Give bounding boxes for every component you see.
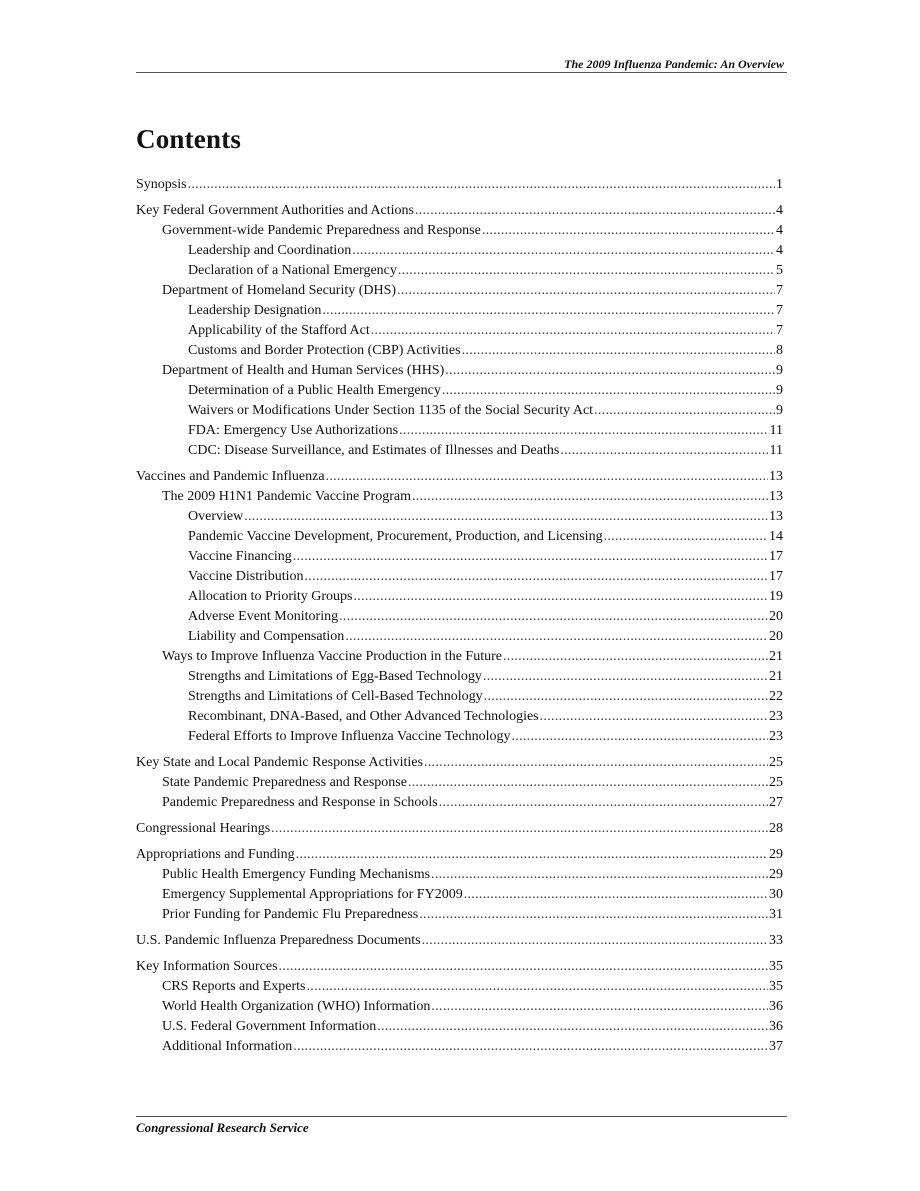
toc-entry-label: Overview bbox=[188, 509, 244, 524]
toc-entry[interactable] bbox=[136, 607, 783, 627]
toc-entry-label: Synopsis bbox=[136, 177, 187, 192]
toc-dot-leader bbox=[304, 567, 768, 587]
toc-page-number: 20 bbox=[769, 629, 783, 644]
toc-page-number: 36 bbox=[769, 999, 783, 1014]
running-header-title: The 2009 Influenza Pandemic: An Overview bbox=[564, 57, 784, 71]
toc-entry[interactable] bbox=[136, 845, 783, 865]
toc-entry[interactable] bbox=[136, 707, 783, 727]
toc-entry[interactable] bbox=[136, 931, 783, 951]
toc-page-number: 31 bbox=[769, 907, 783, 922]
toc-entry[interactable] bbox=[136, 547, 783, 567]
toc-page-number: 25 bbox=[769, 755, 783, 770]
toc-entry-label: Waivers or Modifications Under Section 1135 of the Social Security Act bbox=[188, 403, 594, 418]
toc-page-number: 4 bbox=[776, 243, 783, 258]
toc-dot-leader bbox=[604, 527, 768, 547]
toc-entry[interactable] bbox=[136, 441, 783, 461]
toc-entry-label: Congressional Hearings bbox=[136, 821, 271, 836]
toc-page-number: 4 bbox=[776, 223, 783, 238]
toc-entry[interactable] bbox=[136, 241, 783, 261]
toc-dot-leader bbox=[398, 261, 775, 281]
footer-text: Congressional Research Service bbox=[136, 1120, 309, 1135]
toc-page-number: 23 bbox=[769, 729, 783, 744]
toc-entry-label: World Health Organization (WHO) Information bbox=[162, 999, 431, 1014]
toc-entry-label: CRS Reports and Experts bbox=[162, 979, 306, 994]
toc-entry[interactable] bbox=[136, 687, 783, 707]
toc-dot-leader bbox=[322, 301, 775, 321]
toc-dot-leader bbox=[354, 587, 769, 607]
toc-page-number: 7 bbox=[776, 283, 783, 298]
toc-entry[interactable] bbox=[136, 421, 783, 441]
toc-entry-label: Leadership and Coordination bbox=[188, 243, 352, 258]
toc-page-number: 30 bbox=[769, 887, 783, 902]
toc-page-number: 14 bbox=[769, 529, 783, 544]
toc-entry[interactable] bbox=[136, 401, 783, 421]
toc-entry[interactable] bbox=[136, 201, 783, 221]
toc-page-number: 35 bbox=[769, 979, 783, 994]
toc-entry[interactable] bbox=[136, 301, 783, 321]
toc-entry-label: U.S. Pandemic Influenza Preparedness Documents bbox=[136, 933, 421, 948]
toc-dot-leader bbox=[279, 957, 768, 977]
toc-entry-label: U.S. Federal Government Information bbox=[162, 1019, 377, 1034]
toc-page-number: 23 bbox=[769, 709, 783, 724]
toc-entry-label: Ways to Improve Influenza Vaccine Production in the Future bbox=[162, 649, 502, 664]
toc-page-number: 4 bbox=[776, 203, 783, 218]
toc-entry-label: Recombinant, DNA-Based, and Other Advanced Technologies bbox=[188, 709, 539, 724]
toc-dot-leader bbox=[296, 845, 768, 865]
toc-entry[interactable] bbox=[136, 221, 783, 241]
header-rule bbox=[136, 72, 787, 73]
toc-entry[interactable] bbox=[136, 885, 783, 905]
toc-dot-leader bbox=[483, 667, 768, 687]
toc-page-number: 29 bbox=[769, 847, 783, 862]
toc-page-number: 21 bbox=[769, 649, 783, 664]
toc-entry-label: Allocation to Priority Groups bbox=[188, 589, 353, 604]
toc-dot-leader bbox=[399, 421, 768, 441]
toc-entry[interactable] bbox=[136, 567, 783, 587]
toc-dot-leader bbox=[377, 1017, 768, 1037]
toc-dot-leader bbox=[397, 281, 775, 301]
toc-entry-label: Department of Homeland Security (DHS) bbox=[162, 283, 397, 298]
toc-entry-label: Vaccine Financing bbox=[188, 549, 292, 564]
toc-dot-leader bbox=[371, 321, 775, 341]
toc-page-number: 11 bbox=[769, 423, 783, 438]
toc-dot-leader bbox=[293, 1037, 768, 1057]
toc-entry[interactable] bbox=[136, 261, 783, 281]
toc-entry-label: Strengths and Limitations of Cell-Based Technology bbox=[188, 689, 483, 704]
toc-entry[interactable] bbox=[136, 1017, 783, 1037]
toc-entry-label: The 2009 H1N1 Pandemic Vaccine Program bbox=[162, 489, 411, 504]
toc-dot-leader bbox=[326, 467, 768, 487]
toc-dot-leader bbox=[271, 819, 768, 839]
toc-page-number: 9 bbox=[776, 363, 783, 378]
toc-entry-label: Federal Efforts to Improve Influenza Vaccine Technology bbox=[188, 729, 511, 744]
toc-entry-label: CDC: Disease Surveillance, and Estimates of Illnesses and Deaths bbox=[188, 443, 560, 458]
toc-entry[interactable] bbox=[136, 321, 783, 341]
toc-page-number: 37 bbox=[769, 1039, 783, 1054]
toc-page-number: 35 bbox=[769, 959, 783, 974]
toc-entry[interactable] bbox=[136, 773, 783, 793]
toc-dot-leader bbox=[560, 441, 768, 461]
toc-dot-leader bbox=[352, 241, 775, 261]
toc-dot-leader bbox=[244, 507, 768, 527]
toc-entry-label: Vaccines and Pandemic Influenza bbox=[136, 469, 325, 484]
toc-dot-leader bbox=[339, 607, 768, 627]
toc-entry-label: FDA: Emergency Use Authorizations bbox=[188, 423, 399, 438]
toc-entry-label: Leadership Designation bbox=[188, 303, 322, 318]
toc-entry[interactable] bbox=[136, 281, 783, 301]
toc-dot-leader bbox=[540, 707, 768, 727]
toc-dot-leader bbox=[594, 401, 775, 421]
toc-entry[interactable] bbox=[136, 905, 783, 925]
toc-entry[interactable] bbox=[136, 487, 783, 507]
toc-entry-label: Key Federal Government Authorities and Actions bbox=[136, 203, 414, 218]
toc-entry-label: Emergency Supplemental Appropriations for FY2009 bbox=[162, 887, 463, 902]
toc-dot-leader bbox=[445, 361, 775, 381]
toc-entry-label: Additional Information bbox=[162, 1039, 293, 1054]
toc-entry[interactable] bbox=[136, 467, 783, 487]
toc-entry[interactable] bbox=[136, 647, 783, 667]
toc-page-number: 9 bbox=[776, 403, 783, 418]
toc-page-number: 7 bbox=[776, 303, 783, 318]
toc-page-number: 8 bbox=[776, 343, 783, 358]
toc-dot-leader bbox=[482, 221, 775, 241]
toc-page-number: 22 bbox=[769, 689, 783, 704]
toc-entry[interactable] bbox=[136, 175, 783, 195]
toc-page-number: 9 bbox=[776, 383, 783, 398]
toc-dot-leader bbox=[424, 753, 768, 773]
toc-dot-leader bbox=[188, 175, 775, 195]
toc-entry-label: Department of Health and Human Services (HHS) bbox=[162, 363, 445, 378]
toc-dot-leader bbox=[464, 885, 768, 905]
toc-page-number: 13 bbox=[769, 509, 783, 524]
toc-entry-label: Key Information Sources bbox=[136, 959, 278, 974]
toc-page-number: 20 bbox=[769, 609, 783, 624]
toc-entry-label: Vaccine Distribution bbox=[188, 569, 304, 584]
toc-entry[interactable] bbox=[136, 753, 783, 773]
toc-dot-leader bbox=[412, 487, 768, 507]
toc-page-number: 25 bbox=[769, 775, 783, 790]
toc-entry[interactable] bbox=[136, 997, 783, 1017]
toc-dot-leader bbox=[419, 905, 768, 925]
toc-entry[interactable] bbox=[136, 341, 783, 361]
toc-dot-leader bbox=[484, 687, 768, 707]
toc-entry[interactable] bbox=[136, 1037, 783, 1057]
toc-page-number: 17 bbox=[769, 549, 783, 564]
toc-page-number: 11 bbox=[769, 443, 783, 458]
toc-entry[interactable] bbox=[136, 667, 783, 687]
toc-entry-label: Applicability of the Stafford Act bbox=[188, 323, 370, 338]
toc-entry-label: Adverse Event Monitoring bbox=[188, 609, 339, 624]
toc-page-number: 27 bbox=[769, 795, 783, 810]
toc-page-number: 19 bbox=[769, 589, 783, 604]
toc-entry-label: State Pandemic Preparedness and Response bbox=[162, 775, 407, 790]
toc-dot-leader bbox=[431, 865, 768, 885]
toc-page-number: 29 bbox=[769, 867, 783, 882]
footer-rule bbox=[136, 1116, 787, 1117]
toc-dot-leader bbox=[511, 727, 768, 747]
toc-page-number: 5 bbox=[776, 263, 783, 278]
toc-entry-label: Pandemic Vaccine Development, Procurement, Production, and Licensing bbox=[188, 529, 603, 544]
toc-dot-leader bbox=[345, 627, 768, 647]
toc-page-number: 1 bbox=[776, 177, 783, 192]
toc-entry[interactable] bbox=[136, 627, 783, 647]
table-of-contents bbox=[136, 175, 783, 1057]
toc-entry-label: Strengths and Limitations of Egg-Based Technology bbox=[188, 669, 482, 684]
toc-entry[interactable] bbox=[136, 527, 783, 547]
toc-entry[interactable] bbox=[136, 977, 783, 997]
toc-dot-leader bbox=[431, 997, 768, 1017]
toc-page-number: 33 bbox=[769, 933, 783, 948]
toc-entry-label: Appropriations and Funding bbox=[136, 847, 295, 862]
toc-dot-leader bbox=[422, 931, 768, 951]
toc-entry[interactable] bbox=[136, 727, 783, 747]
toc-dot-leader bbox=[503, 647, 768, 667]
toc-entry[interactable] bbox=[136, 957, 783, 977]
toc-entry-label: Pandemic Preparedness and Response in Schools bbox=[162, 795, 438, 810]
toc-page-number: 21 bbox=[769, 669, 783, 684]
toc-entry-label: Prior Funding for Pandemic Flu Preparedness bbox=[162, 907, 419, 922]
toc-page-number: 13 bbox=[769, 489, 783, 504]
toc-entry-label: Determination of a Public Health Emergency bbox=[188, 383, 441, 398]
toc-dot-leader bbox=[307, 977, 769, 997]
toc-dot-leader bbox=[293, 547, 768, 567]
toc-entry-label: Government-wide Pandemic Preparedness and Response bbox=[162, 223, 481, 238]
toc-entry[interactable] bbox=[136, 361, 783, 381]
toc-page-number: 17 bbox=[769, 569, 783, 584]
toc-entry[interactable] bbox=[136, 865, 783, 885]
toc-dot-leader bbox=[415, 201, 775, 221]
toc-page-number: 28 bbox=[769, 821, 783, 836]
toc-page-number: 7 bbox=[776, 323, 783, 338]
toc-entry-label: Customs and Border Protection (CBP) Activities bbox=[188, 343, 461, 358]
toc-page-number: 36 bbox=[769, 1019, 783, 1034]
toc-entry-label: Public Health Emergency Funding Mechanisms bbox=[162, 867, 431, 882]
page-title: Contents bbox=[136, 124, 242, 154]
toc-entry[interactable] bbox=[136, 381, 783, 401]
toc-dot-leader bbox=[439, 793, 768, 813]
toc-page-number: 13 bbox=[769, 469, 783, 484]
toc-entry[interactable] bbox=[136, 819, 783, 839]
toc-dot-leader bbox=[462, 341, 775, 361]
toc-entry-label: Key State and Local Pandemic Response Activities bbox=[136, 755, 423, 770]
toc-entry-label: Declaration of a National Emergency bbox=[188, 263, 397, 278]
toc-entry-label: Liability and Compensation bbox=[188, 629, 345, 644]
toc-entry[interactable] bbox=[136, 507, 783, 527]
toc-entry[interactable] bbox=[136, 793, 783, 813]
toc-dot-leader bbox=[408, 773, 768, 793]
toc-dot-leader bbox=[442, 381, 775, 401]
toc-entry[interactable] bbox=[136, 587, 783, 607]
